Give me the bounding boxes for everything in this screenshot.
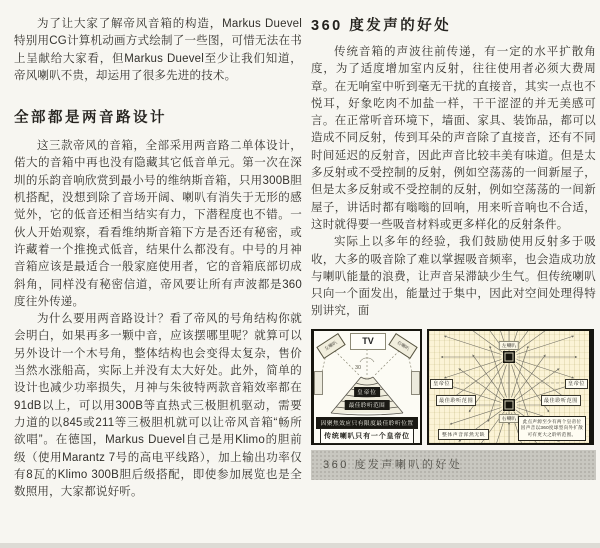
top-speaker-label: 左喇叭 [499,341,519,350]
right-text-column [311,0,596,480]
left-wall-strip [314,371,323,395]
note-line-3: 可有更大之聆听范围。 [527,431,577,437]
right-wall-strip [411,371,420,395]
listening-range-tag: 最佳聆听范围 [345,400,390,410]
omni-speaker-panel [427,329,594,445]
left-text-column [14,0,302,501]
sweet-spot-tag: 皇帝位 [354,387,380,397]
two-sweet-spots-note [518,416,586,441]
right-speaker-label: 右喇叭 [396,339,411,352]
traditional-panel-caption: 传统喇叭只有一个皇帝位 [320,428,414,444]
tv-label: TV [350,333,386,350]
bottom-omni-speaker-icon [503,399,515,411]
listening-range-left-tag: 最佳聆听范围 [436,395,476,406]
angle-label: 30 [355,364,362,371]
paragraph-360-2: 实际上以多年的经验，我们鼓励使用反射多于吸收，大多的吸音除了难以掌握吸音频率，也会造成功放与喇叭能量的浪费，让声音呆滞缺少生气。但传统喇叭只向一个面发出，能量过于集中，因此对空间处理得特别讲究，面 [311,236,596,318]
paragraph-360-1: 传统音箱的声波往前传递，有一定的水平扩散角度，为了适度增加室内反射，往往使用者必须大费周章。在无响室中听到毫无干扰的直接音，其实一点也不悦耳，好象吃肉不加盐一样，干干涩涩的并无美感可言。在正常听音环境下，墙面、家具、装饰品，都可以造成不同反射，传到耳朵的声音除了直接音，还有不同时间延迟的反射音，因此声音比较丰美有味道。但是太多反射或不受控制的反射，例如空荡荡的一间新屋子，但是太多反射或不受控制的反射，例如空荡荡的一间新屋子，讲话时都有嗡嗡的回响，用来听音响也不合适，这时就得要一些吸音材料或更多样化的反射条件。 [311,46,596,231]
top-omni-speaker-icon [503,351,515,363]
speaker-dispersion-diagram [311,329,596,445]
paragraph-intro: 为了让大家了解帝风音箱的构造，Markus Duevel特别用CG计算机动画方式绘制了一些图，可惜无法在书上呈献给大家看，但Markus Duevel至少让我们知道，帝风喇叭不贵，却运用了很多先进的技术。 [14,18,302,82]
heading-two-way-design: 全部都是两音路设计 [14,110,167,127]
traditional-speaker-panel [311,329,422,445]
scan-edge [0,543,600,548]
note-line-1: 此点声源至少有两个皇帝位 [522,418,582,424]
sweet-spot-left-tag: 皇帝位 [430,379,453,389]
note-line-2: 因声音以360度球型向外扩散 [520,425,584,431]
paragraph-two-way-1: 这三款帝风的音箱，全部采用两音路二单体设计，偌大的音箱中再也没有隐藏其它低音单元。第一次在深圳的乐韵音响欣赏到最小号的维纳斯音箱，只用300B胆机搭配，没想到除了音场开阔、喇叭有消失于无形的感觉外，它的低音还相当结实有力，下潜程度也不错。一伙人开始观察，看看维纳斯音箱下方是否还有秘密，或许藏着一个推挽式低音，结果什么都没有。中号的月神音箱应该是最适合一般家庭使用者，它的音箱底部切成斜角，同样没有秘密信道，帝风要让所有声波都是360度往外传递。 [14,140,302,308]
focus-effect-note: 因聚焦效应只有限度最佳聆听位置 [316,417,418,429]
diagram-caption-bar: 360 度发声喇叭的好处 [311,450,596,480]
paragraph-two-way-2: 为什么要用两音路设计？看了帝风的号角结构你就会明白，如果再多一颗中音，应该摆哪里呢？就算可以另外设计一个木号角，整体结构也会变得太复杂，售价当然水涨船高，实际上并没有太大好处。此外，简单的设计也减少功率损失，月神与朱彼特两款音箱效率都在91dB以上，可以用300B等直热式三极胆机驱动，需要力道的以845或211等三极胆机就可以让帝风音箱“畅所欲唱”。在德国，Markus Duevel自己是用Klimo的胆前级（使用Marantz 7号的高电平线路），加上输出功率仅有8瓦的Klimo 300B胆后级搭配，即使参加展览也是全数照用，大家都说好听。 [14,313,302,499]
heading-360-benefits: 360 度发声的好处 [311,18,452,34]
sweet-spot-right-tag: 皇帝位 [565,379,588,389]
listening-range-right-tag: 最佳聆听范围 [541,395,581,406]
no-blindspot-note: 整体声音浑然无缺 [438,429,489,440]
left-speaker-label: 左喇叭 [323,339,338,352]
bottom-speaker-label: 右喇叭 [499,414,519,423]
